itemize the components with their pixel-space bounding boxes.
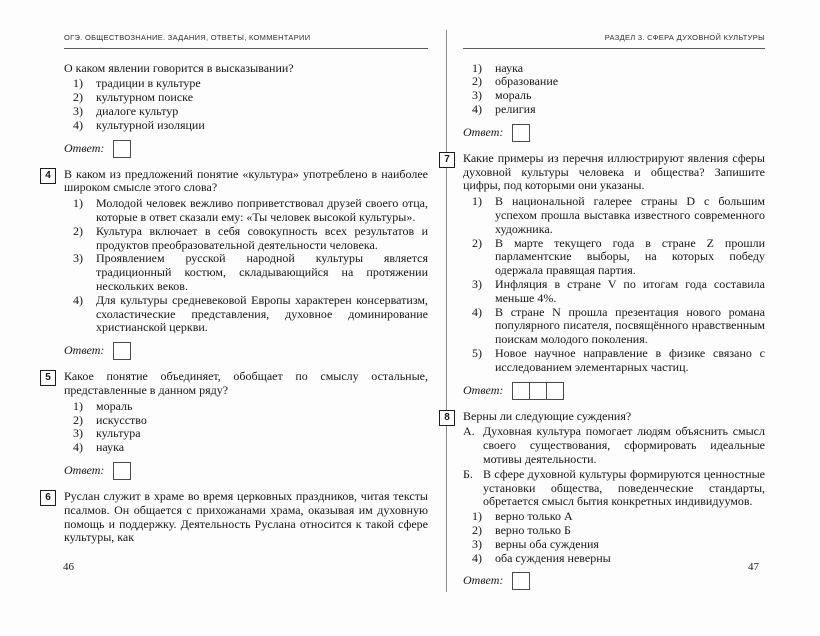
option-number: 2) bbox=[472, 522, 482, 537]
statement-label: А. bbox=[463, 424, 475, 439]
option bbox=[64, 225, 428, 253]
task-number-badge: 7 bbox=[439, 152, 455, 168]
answer-label: Ответ: bbox=[64, 343, 105, 358]
option bbox=[64, 414, 428, 428]
option bbox=[463, 278, 765, 306]
option-text: диалоге культур bbox=[96, 104, 179, 119]
answer-box bbox=[546, 382, 564, 400]
task-4-block bbox=[45, 166, 428, 361]
options-list bbox=[64, 77, 428, 132]
option-text: В национальной галерее страны D с большим успехом прошла выставка известного современного художника. bbox=[495, 194, 765, 236]
task-number-badge: 4 bbox=[40, 168, 56, 184]
option-text: Проявлением русской народной культуры является традиционный костюм, складывающийся на протяжении нескольких веков. bbox=[96, 251, 428, 293]
option-number: 3) bbox=[472, 536, 482, 551]
option-text: наука bbox=[96, 440, 125, 455]
option bbox=[463, 195, 765, 236]
page-number-left: 46 bbox=[63, 561, 74, 573]
question-text: Верны ли следующие суждения? bbox=[463, 408, 632, 423]
statements-list bbox=[463, 425, 765, 509]
left-running-header: ОГЭ. ОБЩЕСТВОЗНАНИЕ. ЗАДАНИЯ, ОТВЕТЫ, КОММЕНТАРИИ bbox=[64, 34, 428, 49]
task-7-block bbox=[444, 150, 765, 400]
option-text: В стране N прошла презентация нового романа популярного писателя, посвящённого нравственным поискам молодого поколения. bbox=[495, 304, 765, 347]
answer-label: Ответ: bbox=[463, 124, 504, 139]
answer-row bbox=[463, 382, 765, 400]
option bbox=[64, 77, 428, 91]
answer-row bbox=[64, 342, 428, 360]
page-number-right: 47 bbox=[748, 561, 759, 573]
answer-label: Ответ: bbox=[463, 573, 504, 588]
page-divider bbox=[446, 30, 447, 592]
task-number-badge: 5 bbox=[40, 370, 56, 386]
answer-label: Ответ: bbox=[64, 140, 105, 155]
option-text: мораль bbox=[96, 398, 133, 413]
option bbox=[64, 252, 428, 293]
page-left bbox=[45, 33, 428, 553]
option bbox=[64, 294, 428, 335]
option bbox=[463, 89, 765, 103]
option-number: 3) bbox=[73, 426, 83, 441]
page-right bbox=[444, 33, 765, 600]
option-text: В марте текущего года в стране Z прошли парламентские выборы, на которых победу одержала правящая партия. bbox=[495, 235, 765, 278]
option-number: 2) bbox=[73, 412, 83, 427]
option-text: верны оба суждения bbox=[495, 536, 599, 551]
statement-text: Духовная культура помогает людям объяснить смысл своего существования, сформировать идеальные мотивы деятельности. bbox=[483, 424, 765, 466]
option-number: 1) bbox=[472, 60, 482, 75]
option bbox=[463, 237, 765, 278]
option bbox=[463, 552, 765, 566]
option bbox=[64, 427, 428, 441]
options-list bbox=[463, 510, 765, 565]
option-number: 3) bbox=[472, 88, 482, 103]
option-number: 3) bbox=[73, 104, 83, 119]
option-number: 2) bbox=[472, 235, 482, 250]
option-number: 2) bbox=[472, 74, 482, 89]
answer-label: Ответ: bbox=[64, 463, 105, 478]
answer-row bbox=[463, 124, 765, 142]
option-number: 2) bbox=[73, 223, 83, 238]
task-8-block bbox=[444, 408, 765, 591]
option bbox=[463, 62, 765, 76]
option bbox=[64, 197, 428, 225]
option-number: 1) bbox=[472, 509, 482, 524]
option-text: Новое научное направление в физике связано с исследованием элементарных частиц. bbox=[495, 345, 765, 374]
option-number: 4) bbox=[472, 304, 482, 319]
options-list bbox=[64, 400, 428, 455]
statement-text: В сфере духовной культуры формируются ценностные установки общества, поведенческие стандарты, обретается смысл бытия конкретных индивидуумов. bbox=[483, 466, 765, 509]
option-number: 5) bbox=[472, 345, 482, 360]
answer-box bbox=[529, 382, 547, 400]
options-list bbox=[64, 197, 428, 335]
option bbox=[64, 105, 428, 119]
right-running-header: РАЗДЕЛ 3. СФЕРА ДУХОВНОЙ КУЛЬТУРЫ bbox=[463, 34, 765, 49]
option-text: традиции в культуре bbox=[96, 76, 201, 91]
option-text: искусство bbox=[96, 412, 147, 427]
statement-label: Б. bbox=[463, 466, 473, 481]
statement bbox=[463, 425, 765, 466]
option bbox=[463, 103, 765, 117]
answer-row bbox=[64, 140, 428, 158]
option-text: религия bbox=[495, 102, 536, 117]
option-text: Молодой человек вежливо поприветствовал друзей своего отца, которые в ответ сказали ему: «Ты человек высокой культуры». bbox=[96, 196, 428, 224]
answer-box bbox=[512, 124, 530, 142]
answer-box bbox=[113, 342, 131, 360]
option bbox=[463, 75, 765, 89]
option bbox=[463, 306, 765, 347]
option-text: верно только А bbox=[495, 509, 573, 524]
option bbox=[64, 441, 428, 455]
option bbox=[64, 400, 428, 414]
option-text: культура bbox=[96, 426, 141, 441]
option-number: 1) bbox=[73, 196, 83, 211]
option-text: культурной изоляции bbox=[96, 117, 205, 132]
option-text: Культура включает в себя совокупность всех результатов и продуктов преобразовательной деятельности человека. bbox=[96, 223, 428, 252]
option-number: 4) bbox=[472, 550, 482, 565]
option-number: 1) bbox=[73, 76, 83, 91]
option-text: мораль bbox=[495, 88, 532, 103]
option-text: наука bbox=[495, 60, 524, 75]
answer-box bbox=[512, 572, 530, 590]
option-text: оба суждения неверны bbox=[495, 550, 611, 565]
option-text: Инфляция в стране V по итогам года составила меньше 4%. bbox=[495, 276, 765, 305]
option-number: 4) bbox=[73, 117, 83, 132]
answer-box bbox=[512, 382, 530, 400]
option bbox=[463, 524, 765, 538]
answer-box bbox=[113, 140, 131, 158]
option-number: 1) bbox=[472, 194, 482, 209]
question-text: Руслан служит в храме во время церковных праздников, читая тексты псалмов. Он общается с прихожанами храма, оказывая им духовную помощь и поддержку. Деятельность Руслана относится к такой сфере культуры, как bbox=[64, 488, 428, 545]
option-text: образование bbox=[495, 74, 559, 89]
task-number-badge: 8 bbox=[439, 410, 455, 426]
option-number: 4) bbox=[73, 292, 83, 307]
option-text: Для культуры средневековой Европы характерен консерватизм, схоластические представления, духовное доминирование христианской церкви. bbox=[96, 292, 428, 335]
option-text: верно только Б bbox=[495, 522, 571, 537]
option bbox=[463, 347, 765, 375]
task-number-badge: 6 bbox=[40, 490, 56, 506]
statement bbox=[463, 468, 765, 509]
task-5-block bbox=[45, 369, 428, 480]
task-6-continued-block bbox=[463, 62, 765, 142]
option bbox=[463, 510, 765, 524]
options-list bbox=[463, 62, 765, 117]
answer-label: Ответ: bbox=[463, 382, 504, 397]
task-6-block bbox=[45, 488, 428, 545]
option-number: 3) bbox=[472, 276, 482, 291]
question-text: Какое понятие объединяет, обобщает по смыслу остальные, представленные в данном ряду? bbox=[64, 369, 428, 397]
answer-box bbox=[113, 462, 131, 480]
option bbox=[64, 119, 428, 133]
option-number: 3) bbox=[73, 251, 83, 266]
option bbox=[64, 91, 428, 105]
question-text: О каком явлении говорится в высказывании? bbox=[64, 60, 294, 75]
answer-boxes bbox=[512, 382, 564, 400]
question-text: В каком из предложений понятие «культура» употреблено в наиболее широком смысле этого слова? bbox=[64, 166, 428, 195]
answer-row bbox=[463, 572, 765, 590]
option-number: 4) bbox=[472, 102, 482, 117]
option-number: 1) bbox=[73, 398, 83, 413]
question-text: Какие примеры из перечня иллюстрируют явления сферы духовной культуры человека и общества? Запишите цифры, под которыми они указаны. bbox=[463, 150, 765, 193]
option-text: культурном поиске bbox=[96, 90, 194, 105]
options-list bbox=[463, 195, 765, 374]
option-number: 2) bbox=[73, 90, 83, 105]
answer-row bbox=[64, 462, 428, 480]
option bbox=[463, 538, 765, 552]
intro-question-block bbox=[64, 62, 428, 158]
option-number: 4) bbox=[73, 440, 83, 455]
